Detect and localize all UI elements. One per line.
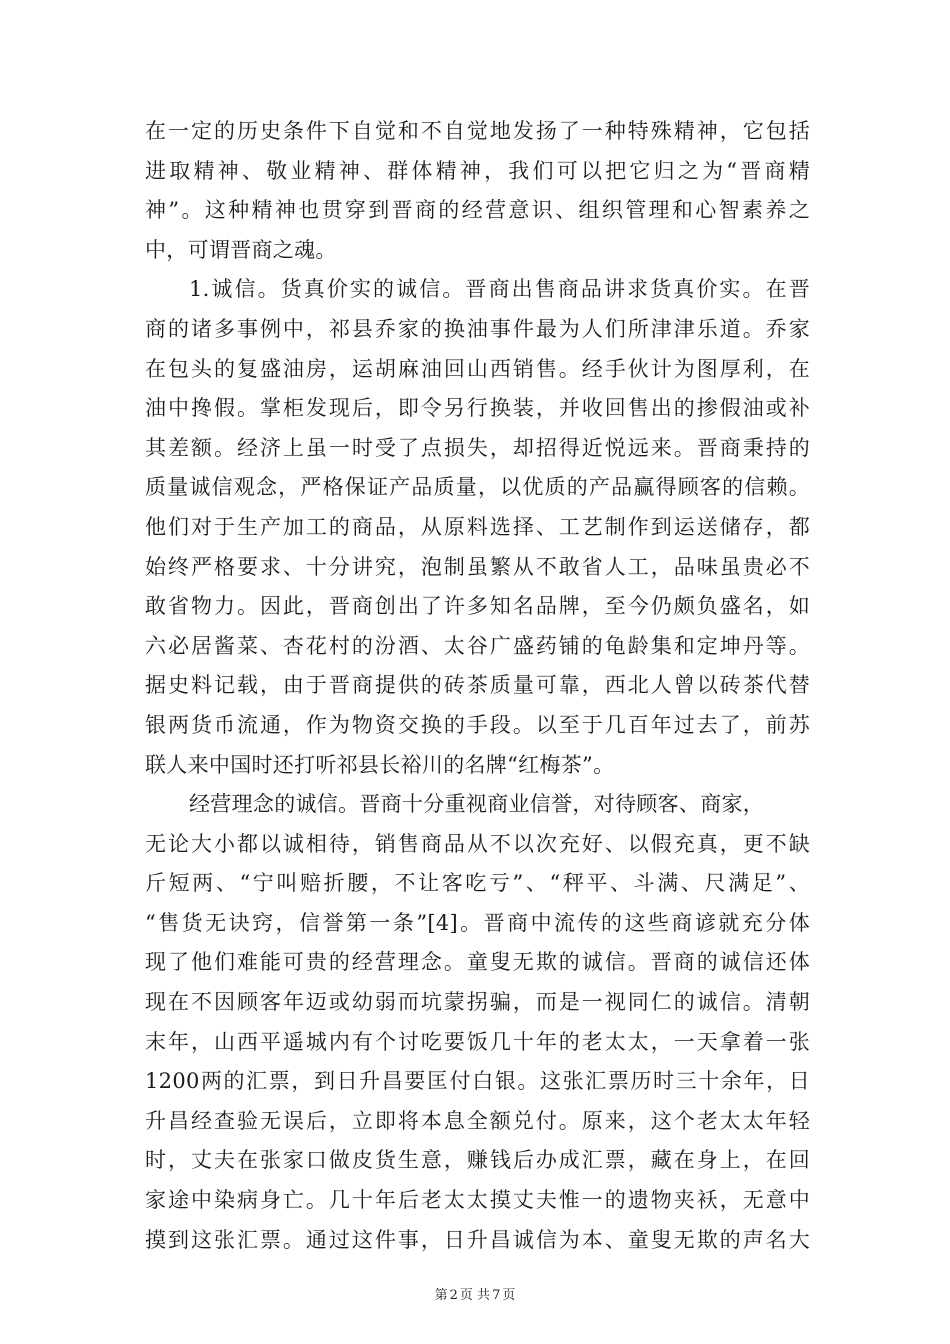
text-line: 敢省物力。因此，晋商创出了许多知名品牌，至今仍颇负盛名，如 [145,594,810,619]
text-line: 末年，山西平遥城内有个讨吃要饭几十年的老太太，一天拿着一张 [145,1029,810,1054]
text-line: 现了他们难能可贵的经营理念。童叟无欺的诚信。晋商的诚信还体 [145,950,810,975]
text-line: 中，可谓晋商之魂。 [145,237,337,262]
footer-prefix: 第 [434,1288,448,1303]
text-line: 据史料记载，由于晋商提供的砖茶质量可靠，西北人曾以砖茶代替 [145,673,810,698]
footer-total-pages: 7 [492,1288,501,1303]
text-line: 在包头的复盛油房，运胡麻油回山西销售。经手伙计为图厚利，在 [145,356,810,381]
text-line: 商的诸多事例中，祁县乔家的换油事件最为人们所津津乐道。乔家 [145,316,810,341]
text-line: 经营理念的诚信。晋商十分重视商业信誉，对待顾客、商家， [189,792,765,817]
text-line: 神”。这种精神也贯穿到晋商的经营意识、组织管理和心智素养之 [145,198,810,223]
text-line: 在一定的历史条件下自觉和不自觉地发扬了一种特殊精神，它包括 [145,119,810,143]
text-line: “售货无诀窍，信誉第一条”[4]。晋商中流传的这些商谚就充分体 [145,910,810,935]
text-line: 其差额。经济上虽一时受了点损失，却招得近悦远来。晋商秉持的 [145,435,810,460]
footer-current-page: 2 [449,1288,458,1303]
text-line: 斤短两、“宁叫赔折腰，不让客吃亏”、“秤平、斗满、尺满足”、 [145,871,810,896]
text-line: 他们对于生产加工的商品，从原料选择、工艺制作到运送储存，都 [145,514,810,539]
text-line: 无论大小都以诚相待，销售商品从不以次充好、以假充真，更不缺 [145,831,810,856]
text-line: 时，丈夫在张家口做皮货生意，赚钱后办成汇票，藏在身上，在回 [145,1148,810,1173]
text-line: 进取精神、敬业精神、群体精神，我们可以把它归之为“晋商精 [145,158,810,183]
text-line: 1.诚信。货真价实的诚信。晋商出售商品讲求货真价实。在晋 [189,277,810,302]
text-line: 现在不因顾客年迈或幼弱而坑蒙拐骗，而是一视同仁的诚信。清朝 [145,990,810,1015]
footer-middle: 页 共 [459,1288,491,1303]
text-line: 升昌经查验无误后，立即将本息全额兑付。原来，这个老太太年轻 [145,1108,810,1133]
text-line: 摸到这张汇票。通过这件事，日升昌诚信为本、童叟无欺的声名大 [145,1227,810,1252]
text-line: 质量诚信观念，严格保证产品质量，以优质的产品赢得顾客的信赖。 [145,475,810,500]
text-line: 家途中染病身亡。几十年后老太太摸丈夫惟一的遗物夹袄，无意中 [145,1188,810,1213]
body-text [145,112,810,1260]
footer-suffix: 页 [502,1288,516,1303]
text-line: 油中搀假。掌柜发现后，即令另行换装，并收回售出的掺假油或补 [145,396,810,421]
text-line: 1200两的汇票，到日升昌要匡付白银。这张汇票历时三十余年，日 [145,1069,810,1094]
text-line: 银两货币流通，作为物资交换的手段。以至于几百年过去了，前苏 [145,712,810,737]
text-line: 六必居酱菜、杏花村的汾酒、太谷广盛药铺的龟龄集和定坤丹等。 [145,633,810,658]
text-line: 联人来中国时还打听祁县长裕川的名牌“红梅茶”。 [145,752,615,777]
page-footer [0,1284,950,1303]
text-line: 始终严格要求、十分讲究，泡制虽繁从不敢省人工，品味虽贵必不 [145,554,810,579]
